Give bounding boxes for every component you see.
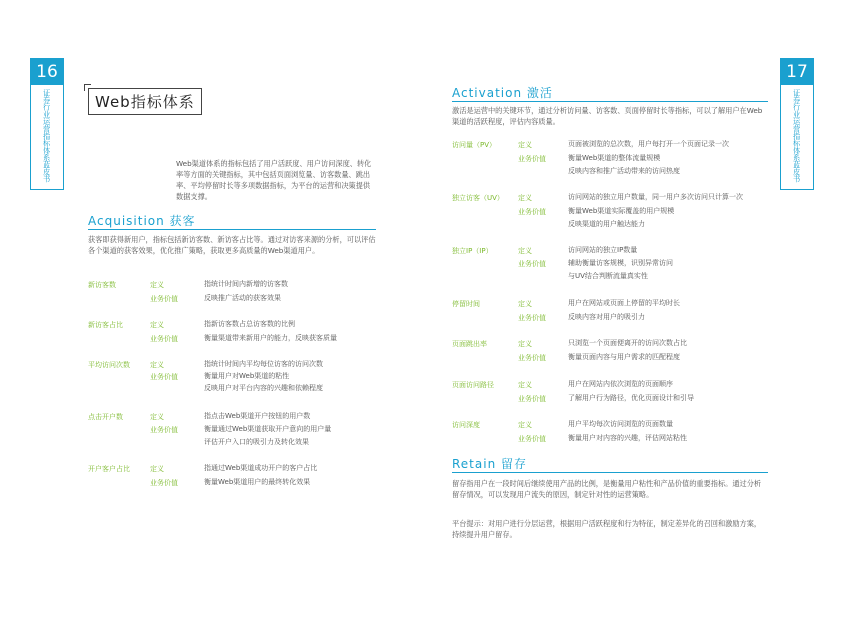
metric-value-extra: 反映用户对平台内容的兴趣和依赖程度 [204, 384, 323, 392]
section-divider [452, 472, 768, 473]
metric-value-label: 业务价值 [150, 426, 178, 434]
metric-value-label: 业务价值 [518, 395, 546, 403]
metric-def-label: 定义 [518, 247, 532, 255]
metric-value: 衡量渠道带来新用户的能力，反映获客质量 [204, 334, 337, 342]
metric-definition: 访问网站的独立IP数量 [568, 246, 638, 254]
metric-def-label: 定义 [150, 361, 164, 369]
metric-name: 停留时间 [452, 300, 480, 308]
metric-value-label: 业务价值 [518, 435, 546, 443]
metric-def-label: 定义 [518, 194, 532, 202]
side-tab-label: 证券行业运营指标体系蓝皮书 [792, 89, 802, 183]
metric-value-label: 业务价值 [150, 373, 178, 381]
metric-name: 新访客占比 [88, 321, 123, 329]
metric-value: 反映推广活动的获客效果 [204, 294, 281, 302]
metric-value-extra: 反映渠道的用户触达能力 [568, 220, 645, 228]
activation-paragraph: 激活是运营中的关键环节，通过分析访问量、访客数、页面停留时长等指标，可以了解用户在Web渠道的活跃程度，评估内容质量。 [452, 106, 763, 126]
metric-def-label: 定义 [518, 300, 532, 308]
metric-value-label: 业务价值 [518, 260, 546, 268]
metric-name: 独立访客（UV） [452, 194, 504, 202]
metric-value-label: 业务价值 [150, 335, 178, 343]
section-retain-title: Retain 留存 [452, 457, 527, 471]
page-tab-right [780, 58, 814, 190]
metric-definition: 指新访客数占总访客数的比例 [204, 320, 295, 328]
section-acquisition-title: Acquisition 获客 [88, 214, 196, 228]
metric-value-extra: 反映内容和推广活动带来的访问热度 [568, 167, 680, 175]
metric-name: 独立IP（IP） [452, 247, 493, 255]
metric-name: 点击开户数 [88, 413, 123, 421]
retain-paragraph: 留存指用户在一段时间后继续使用产品的比例，是衡量用户粘性和产品价值的重要指标。通过分析留存情况，可以发现用户流失的原因，制定针对性的运营策略。 [452, 479, 762, 499]
metric-name: 页面访问路径 [452, 381, 494, 389]
metric-definition: 指点击Web渠道开户按钮的用户数 [204, 412, 311, 420]
page-number: 17 [781, 59, 813, 85]
section-divider [88, 229, 376, 230]
retain-note: 平台提示：对用户进行分层运营，根据用户活跃程度和行为特征，制定差异化的召回和激励方案，持续提升用户留存。 [452, 519, 762, 539]
metric-def-label: 定义 [518, 421, 532, 429]
metric-definition: 指统计时间内平均每位访客的访问次数 [204, 360, 323, 368]
metric-def-label: 定义 [150, 321, 164, 329]
metric-value-label: 业务价值 [150, 295, 178, 303]
metric-name: 开户客户占比 [88, 465, 130, 473]
metric-value-extra: 评估开户入口的吸引力及转化效果 [204, 438, 309, 446]
metric-definition: 指通过Web渠道成功开户的客户占比 [204, 464, 318, 472]
metric-def-label: 定义 [518, 340, 532, 348]
metric-definition: 页面被浏览的总次数，用户每打开一个页面记录一次 [568, 140, 729, 148]
metric-value-label: 业务价值 [518, 314, 546, 322]
metric-value: 辅助衡量访客规模，识别异常访问 [568, 259, 673, 267]
metric-definition: 用户在网站或页面上停留的平均时长 [568, 299, 680, 307]
right-page [422, 0, 844, 638]
metric-definition: 用户在网站内依次浏览的页面顺序 [568, 380, 673, 388]
metric-name: 页面跳出率 [452, 340, 487, 348]
metric-def-label: 定义 [150, 281, 164, 289]
metric-definition: 访问网站的独立用户数量，同一用户多次访问只计算一次 [568, 193, 743, 201]
metric-definition: 用户平均每次访问浏览的页面数量 [568, 420, 673, 428]
metric-def-label: 定义 [150, 465, 164, 473]
metric-value: 衡量Web渠道实际覆盖的用户规模 [568, 207, 675, 215]
metric-def-label: 定义 [150, 413, 164, 421]
page-tab-left [30, 58, 64, 190]
metric-definition: 只浏览一个页面便离开的访问次数占比 [568, 339, 687, 347]
metric-def-label: 定义 [518, 141, 532, 149]
intro-paragraph: Web渠道体系的指标包括了用户活跃度、用户访问深度、转化率等方面的关键指标，其中包括页面浏览量、访客数量、跳出率、平均停留时长等多项数据指标，为平台的运营和决策提供数据支撑。 [176, 159, 372, 201]
metric-value: 衡量页面内容与用户需求的匹配程度 [568, 353, 680, 361]
metric-value: 反映内容对用户的吸引力 [568, 313, 645, 321]
metric-value: 衡量用户对Web渠道的粘性 [204, 372, 290, 380]
acquisition-paragraph: 获客即获得新用户，指标包括新访客数、新访客占比等。通过对访客来源的分析，可以评估各个渠道的获客效果，优化推广策略，获取更多高质量的Web渠道用户。 [88, 235, 376, 255]
metric-value: 衡量Web渠道的整体流量规模 [568, 154, 661, 162]
metric-name: 访问量（PV） [452, 141, 497, 149]
metric-value-label: 业务价值 [518, 354, 546, 362]
page-number: 16 [31, 59, 63, 85]
metric-definition: 指统计时间内新增的访客数 [204, 280, 288, 288]
metric-name: 访问深度 [452, 421, 480, 429]
metric-value: 衡量通过Web渠道获取开户意向的用户量 [204, 425, 332, 433]
metric-value-label: 业务价值 [150, 479, 178, 487]
metric-value-label: 业务价值 [518, 208, 546, 216]
metric-value: 衡量用户对内容的兴趣，评估网站粘性 [568, 434, 687, 442]
metric-value-extra: 与UV结合判断流量真实性 [568, 272, 648, 280]
section-activation-title: Activation 激活 [452, 86, 553, 100]
metric-name: 平均访问次数 [88, 361, 130, 369]
metric-value: 衡量Web渠道用户的最终转化效果 [204, 478, 311, 486]
metric-name: 新访客数 [88, 281, 116, 289]
side-tab-label: 证券行业运营指标体系蓝皮书 [42, 89, 52, 183]
section-divider [452, 101, 768, 102]
page-title: Web指标体系 [88, 88, 202, 115]
metric-value-label: 业务价值 [518, 155, 546, 163]
metric-value: 了解用户行为路径，优化页面设计和引导 [568, 394, 694, 402]
metric-def-label: 定义 [518, 381, 532, 389]
